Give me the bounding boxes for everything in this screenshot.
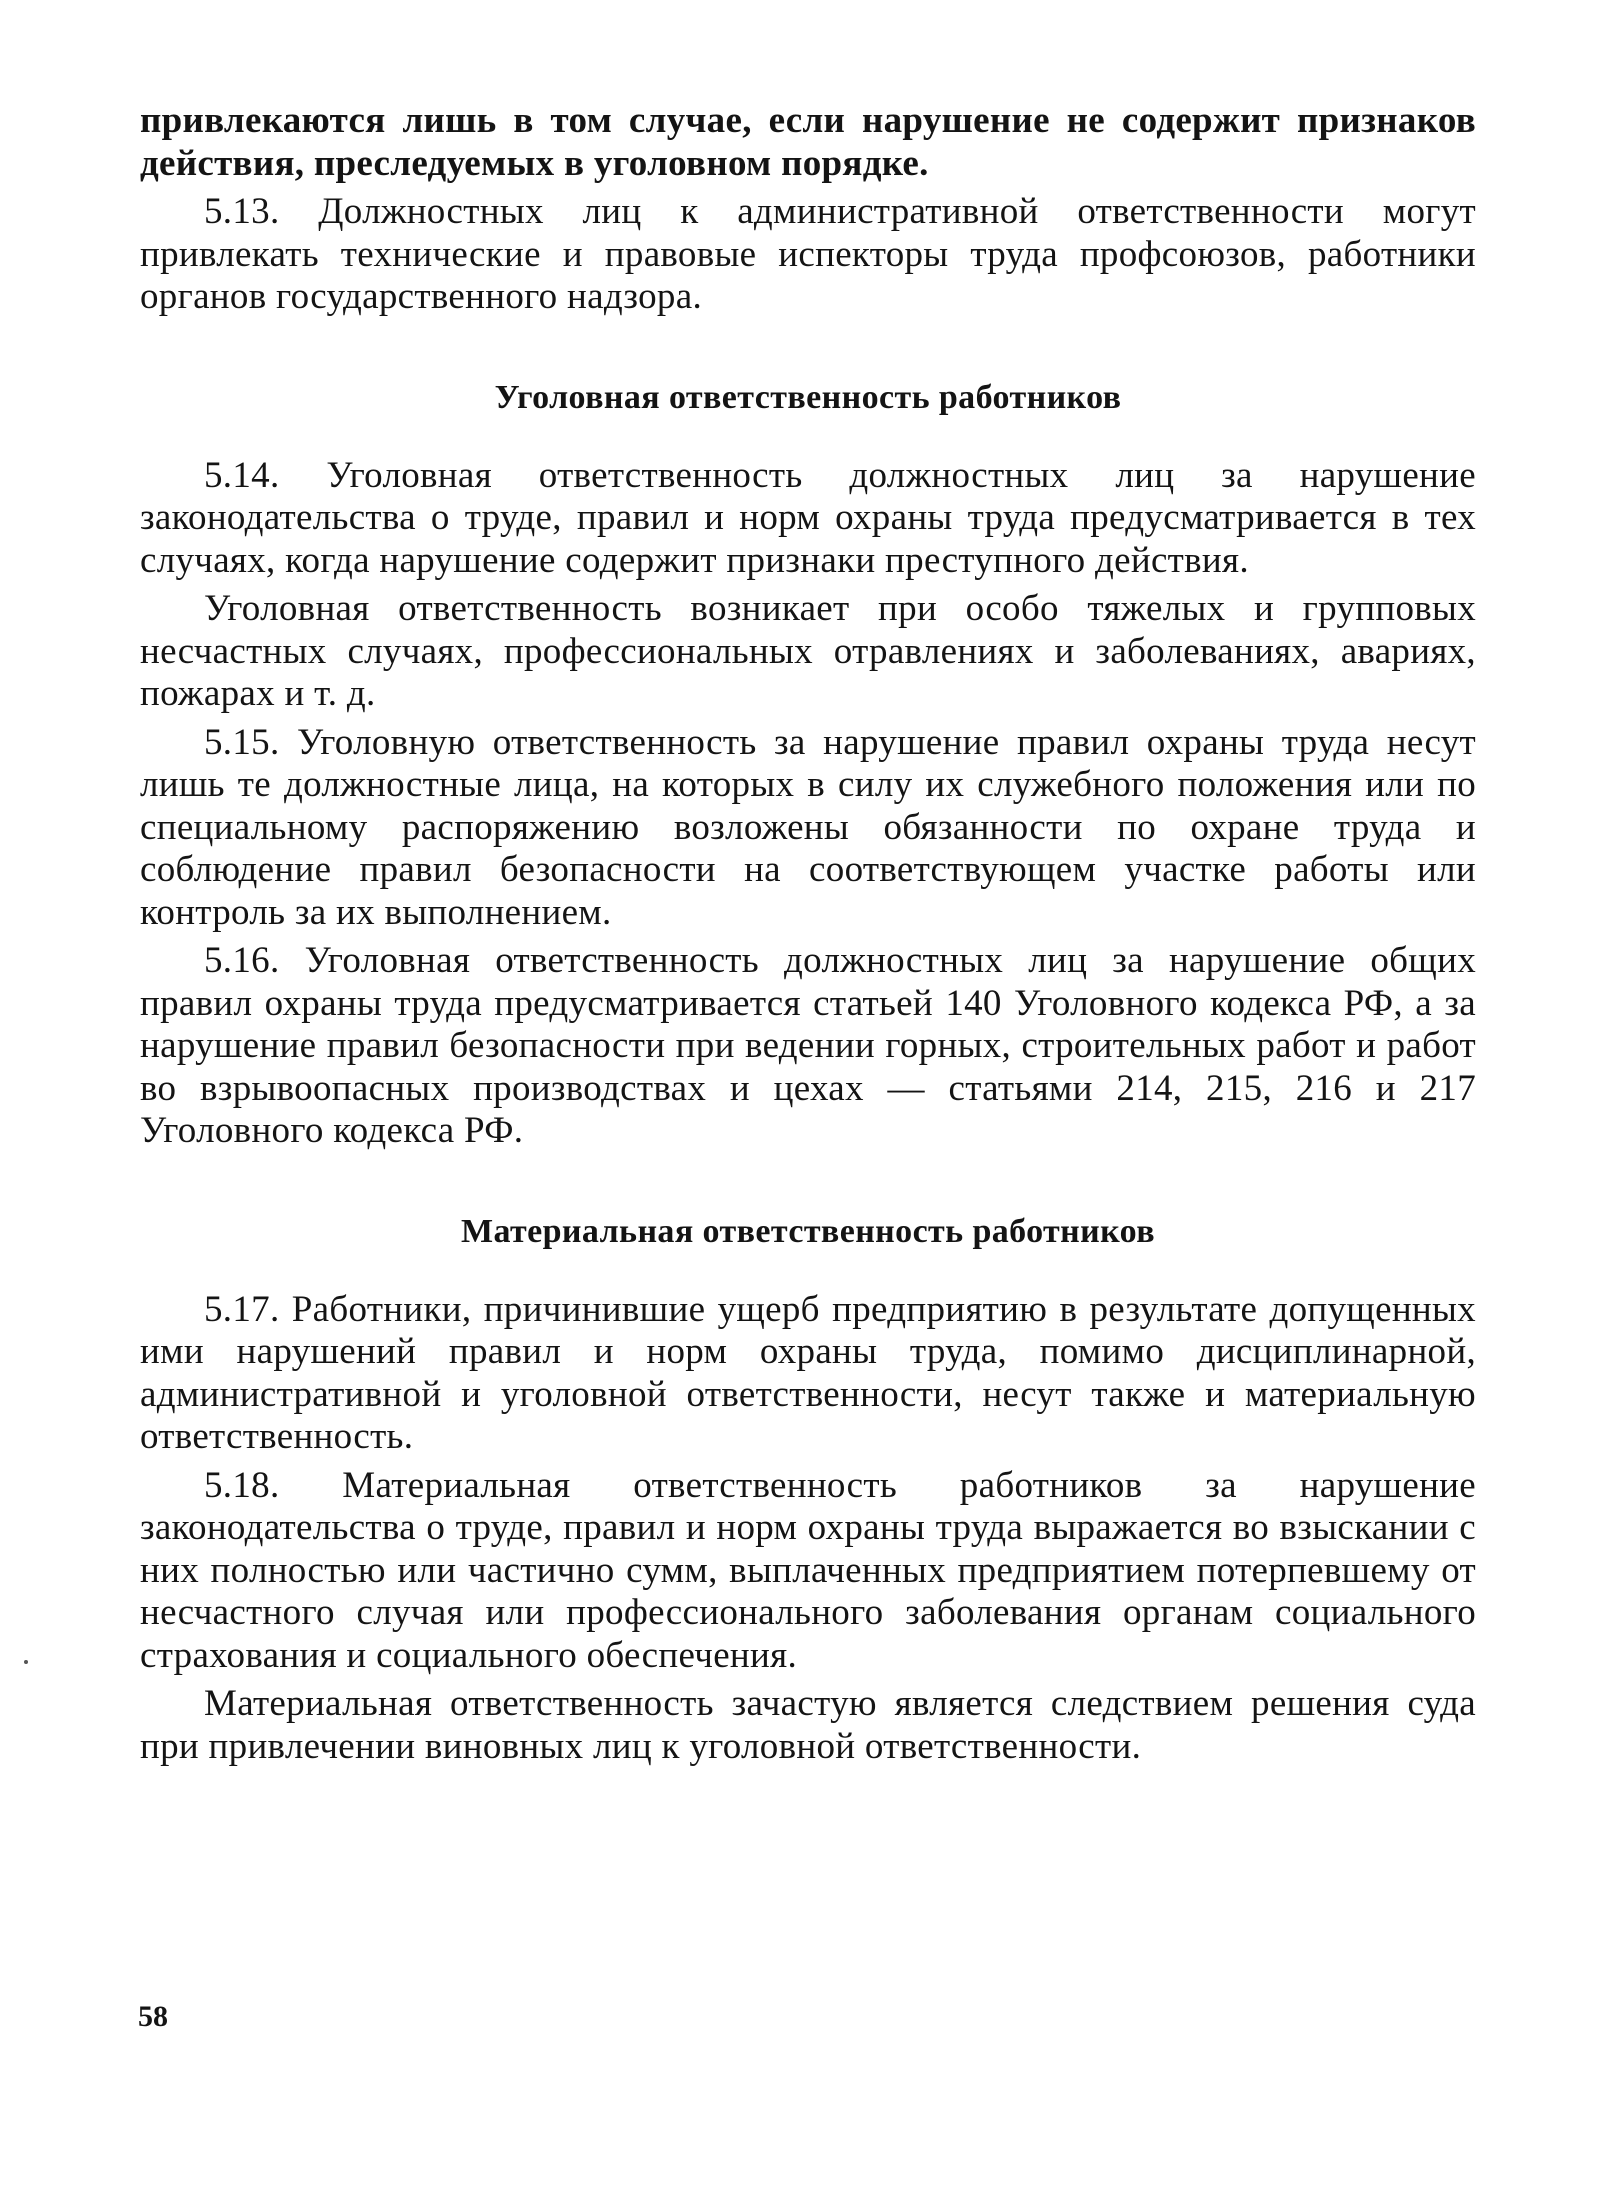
heading-criminal-liability: Уголовная ответственность работников [494,378,1122,416]
paragraph-5-15: 5.15. Уголовную ответственность за нарушение правил охраны труда несут лишь те должностные лица, на которых в силу их служебного положения или по специальному распоряжению возложены обязанности по охране труда и соблюдение правил безопасности на соответствующем участке работы или контроль за их выполнением. [140,721,1476,933]
paragraph-5-13: 5.13. Должностных лиц к административной ответственности могут привлекать технические и правовые испекторы труда профсоюзов, работники органов государственного надзора. [140,191,1476,317]
page-number: 58 [138,2000,168,2033]
paragraph-5-14-continued: Уголовная ответственность возникает при особо тяжелых и групповых несчастных случаях, профессиональных отравлениях и заболеваниях, авариях, пожарах и т. д. [140,588,1476,714]
paragraph-5-18-continued: Материальная ответственность зачастую является следствием решения суда при привлечении виновных лиц к уголовной ответственности. [140,1683,1476,1767]
paragraph-5-16: 5.16. Уголовная ответственность должностных лиц за нарушение общих правил охраны труда предусматривается статьей 140 Уголовного кодекса РФ, а за нарушение правил безопасности при ведении горных, строительных работ и работ во взрывоопасных производствах и цехах — статьями 214, 215, 216 и 217 Уголовного кодекса РФ. [140,940,1476,1151]
scan-speck [24,1660,28,1664]
paragraph-5-17: 5.17. Работники, причинившие ущерб предприятию в результате допущенных ими нарушений правил и норм охраны труда, помимо дисциплинарной, административной и уголовной ответственности, несут также и материальную ответственность. [140,1288,1476,1457]
paragraph-continued: привлекаются лишь в том случае, если нарушение не содержит признаков действия, преследуемых в уголовном порядке. [140,100,1476,184]
document-page [140,100,1476,1774]
paragraph-5-18: 5.18. Материальная ответственность работников за нарушение законодательства о труде, правил и норм охраны труда выражается во взыскании с них полностью или частично сумм, выплаченных предприятием потерпевшему от несчастного случая или профессионального заболевания органам социального страхования и социального обеспечения. [140,1464,1476,1676]
heading-material-liability: Материальная ответственность работников [460,1212,1155,1250]
paragraph-5-14: 5.14. Уголовная ответственность должностных лиц за нарушение законодательства о труде, правил и норм охраны труда предусматривается в тех случаях, когда нарушение содержит признаки преступного действия. [140,454,1476,581]
